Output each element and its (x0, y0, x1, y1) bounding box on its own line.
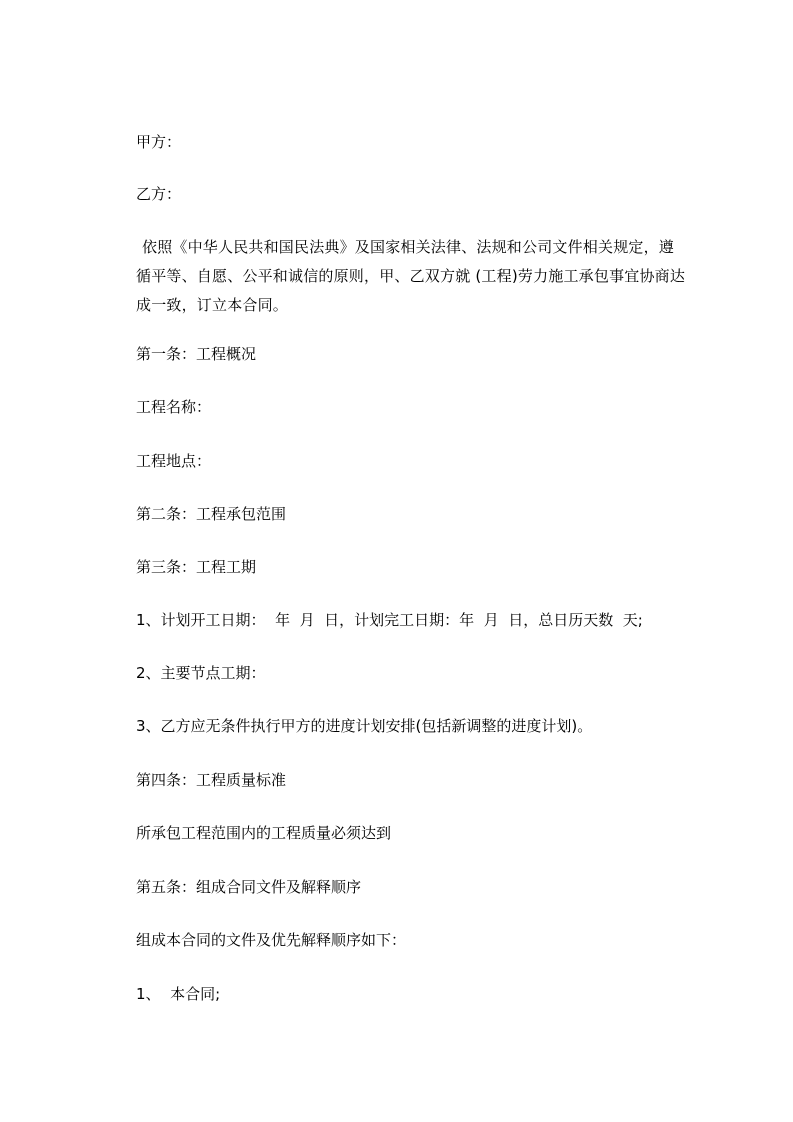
schedule-item-3: 3、乙方应无条件执行甲方的进度计划安排(包括新调整的进度计划)。 (136, 717, 593, 735)
schedule-item-1: 1、计划开工日期： 年 月 日，计划完工日期：年 月 日，总日历天数 天; (136, 611, 643, 629)
article-4-title: 第四条：工程质量标准 (136, 771, 287, 789)
party-a-label: 甲方： (136, 133, 182, 151)
party-b-label: 乙方： (136, 185, 182, 203)
article-2-title: 第二条：工程承包范围 (136, 505, 287, 523)
intro-line-2: 循平等、自愿、公平和诚信的原则，甲、乙双方就 (工程)劳力施工承包事宜协商达 (136, 267, 686, 285)
article-3-title: 第三条：工程工期 (136, 558, 257, 576)
schedule-item-2: 2、主要节点工期： (136, 664, 266, 682)
contract-docs-item-1: 1、 本合同; (136, 985, 221, 1003)
project-name-label: 工程名称： (136, 398, 212, 416)
intro-line-1: 依照《中华人民共和国民法典》及国家相关法律、法规和公司文件相关规定，遵 (142, 238, 675, 256)
article-1-title: 第一条：工程概况 (136, 345, 257, 363)
project-location-label: 工程地点： (136, 452, 212, 470)
intro-line-3: 成一致，订立本合同。 (136, 296, 289, 314)
quality-standard-text: 所承包工程范围内的工程质量必须达到 (136, 824, 392, 842)
article-5-title: 第五条：组成合同文件及解释顺序 (136, 878, 362, 896)
contract-docs-intro: 组成本合同的文件及优先解释顺序如下： (136, 931, 407, 949)
intro-paragraph (136, 233, 702, 320)
